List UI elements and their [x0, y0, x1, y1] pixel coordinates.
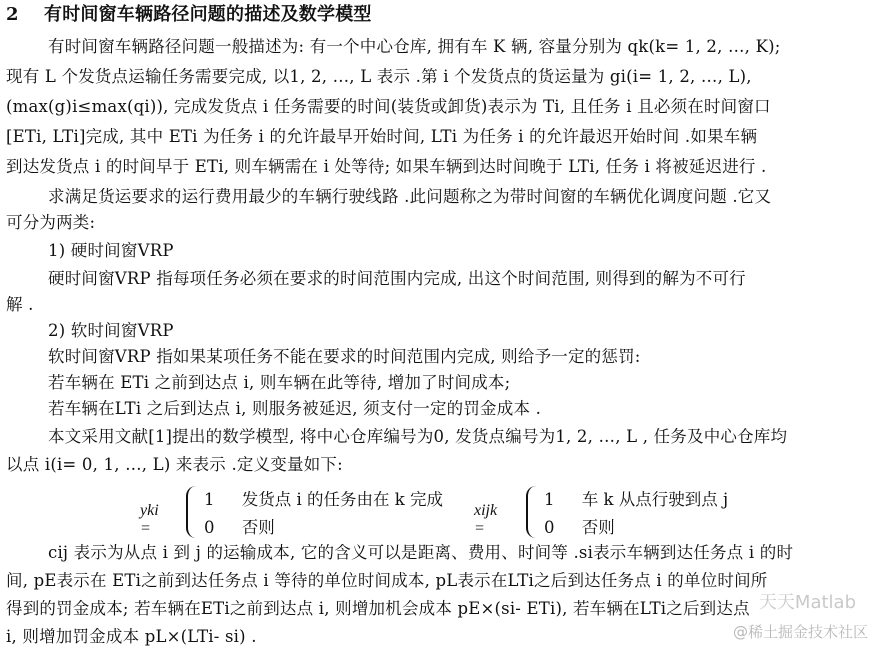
paragraph-line: 若车辆在LTi 之后到达点 i, 则服务被延迟, 须支付一定的罚金成本 .	[48, 399, 542, 418]
paragraph-line: 得到的罚金成本; 若车辆在ETi之前到达点 i, 则增加机会成本 pE×(si- ETi), 若车辆在LTi之后到达点	[6, 599, 750, 618]
paragraph-line: cij 表示为从点 i 到 j 的运输成本, 它的含义可以是距离、费用、时间等 .si表示车辆到达任务点 i 的时	[48, 543, 794, 562]
watermark-primary: 天天Matlab	[758, 592, 856, 613]
paragraph-line: 解 .	[6, 295, 34, 314]
paragraph-line: 求满足货运要求的运行费用最少的车辆行驶线路 .此问题称之为带时间窗的车辆优化调度问题 .它又	[48, 187, 772, 206]
paragraph-line: 有时间窗车辆路径问题一般描述为: 有一个中心仓库, 拥有车 K 辆, 容量分别为 qk(k= 1, 2, …, K);	[48, 37, 781, 56]
equation-y-brace	[186, 486, 198, 538]
paragraph-line: 以点 i(i= 0, 1, …, L) 来表示 .定义变量如下:	[6, 455, 343, 474]
equation-y-case1: 1 发货点 i 的任务由在 k 完成	[204, 490, 444, 509]
paragraph-line: i, 则增加罚金成本 pL×(LTi- si) .	[6, 627, 257, 646]
equation-y-case2: 0 否则	[204, 518, 275, 537]
paragraph-line: 间, pE表示在 ETi之前到达任务点 i 等待的单位时间成本, pL表示在LTi之后到达任务点 i 的单位时间所	[6, 571, 768, 590]
paragraph-line: 软时间窗VRP 指如果某项任务不能在要求的时间范围内完成, 则给予一定的惩罚:	[48, 347, 641, 366]
paragraph-line: 可分为两类:	[6, 213, 96, 232]
equation-x-case1: 1 车 k 从点行驶到点 j	[544, 490, 729, 509]
section-number: 2	[6, 4, 19, 25]
paragraph-line: [ETi, LTi]完成, 其中 ETi 为任务 i 的允许最早开始时间, LTi 为任务 i 的允许最迟开始时间 .如果车辆	[6, 127, 758, 146]
subsection-heading-soft: 2) 软时间窗VRP	[48, 321, 174, 340]
section-title: 有时间窗车辆路径问题的描述及数学模型	[44, 4, 372, 25]
paragraph-line: 若车辆在 ETi 之前到达点 i, 则车辆在此等待, 增加了时间成本;	[48, 373, 511, 392]
paragraph-line: (max(g)i≤max(qi)), 完成发货点 i 任务需要的时间(装货或卸货)表示为 Ti, 且任务 i 且必须在时间窗口	[6, 97, 771, 116]
equation-y-lhs: yki =	[140, 502, 159, 537]
equation-x-brace	[526, 486, 538, 538]
watermark-secondary: @稀土掘金技术社区	[732, 623, 868, 641]
paragraph-line: 现有 L 个发货点运输任务需要完成, 以1, 2, …, L 表示 .第 i 个发货点的货运量为 gi(i= 1, 2, …, L),	[6, 67, 752, 86]
subsection-heading-hard: 1) 硬时间窗VRP	[48, 241, 174, 260]
section-heading	[6, 4, 870, 26]
equation-x-case2: 0 否则	[544, 518, 615, 537]
paragraph-line: 硬时间窗VRP 指每项任务必须在要求的时间范围内完成, 出这个时间范围, 则得到的解为不可行	[48, 269, 746, 288]
paragraph-line: 到达发货点 i 的时间早于 ETi, 则车辆需在 i 处等待; 如果车辆到达时间晚于 LTi, 任务 i 将被延迟进行 .	[6, 157, 767, 176]
equation-x-lhs: xijk =	[474, 502, 498, 537]
paragraph-line: 本文采用文献[1]提出的数学模型, 将中心仓库编号为0, 发货点编号为1, 2, …, L , 任务及中心仓库均	[48, 427, 788, 446]
